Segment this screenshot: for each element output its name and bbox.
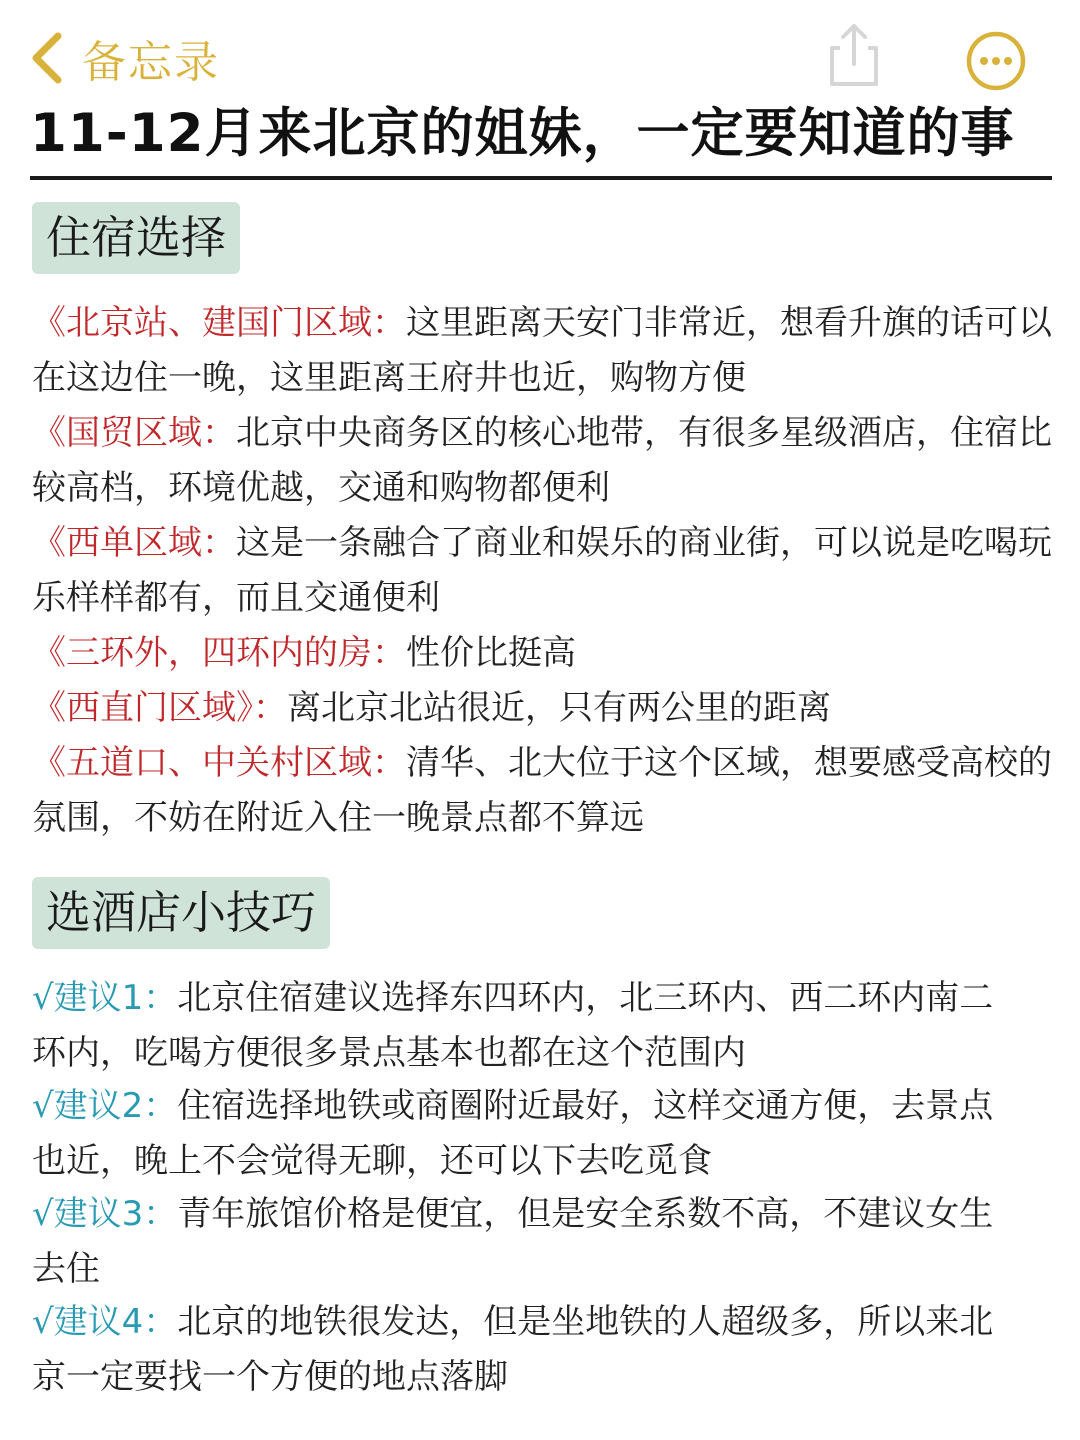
item-text: 性价比挺高 (406, 633, 576, 673)
chevron-left-icon (30, 32, 64, 84)
navigation-bar (0, 0, 1080, 110)
back-label: 备忘录 (82, 37, 220, 88)
item-text: 这是一条融合了商业和娱乐的商业街，可以说是吃喝玩乐样样都有，而且交通便利 (32, 523, 1052, 618)
item-text: 北京住宿建议选择东四环内，北三环内、西二环内南二环内，吃喝方便很多景点基本也都在这个范围内 (32, 978, 994, 1073)
item-label: 《西单区域： (32, 523, 236, 563)
list-item (32, 1187, 997, 1297)
more-button[interactable] (965, 30, 1027, 92)
share-button[interactable] (826, 22, 882, 88)
title-divider (30, 176, 1052, 180)
item-text: 青年旅馆价格是便宜，但是安全系数不高，不建议女生去住 (32, 1194, 994, 1289)
more-icon (965, 30, 1027, 92)
list-item (32, 681, 1062, 736)
list-item (32, 736, 1062, 846)
list-item (32, 516, 1062, 626)
item-text: 这里距离天安门非常近，想看升旗的话可以在这边住一晚，这里距离王府井也近，购物方便 (32, 303, 1052, 398)
note-title: 11-12月来北京的姐妹，一定要知道的事 (30, 103, 1015, 164)
item-label: 《三环外，四环内的房： (32, 633, 406, 673)
list-item (32, 626, 1062, 681)
item-text: 离北京北站很近，只有两公里的距离 (287, 688, 831, 728)
share-icon (826, 22, 882, 88)
item-label: 《西直门区域》： (32, 688, 287, 728)
item-text: 住宿选择地铁或商圈附近最好，这样交通方便，去景点也近，晚上不会觉得无聊，还可以下去吃觅食 (32, 1086, 994, 1181)
item-label: √建议3： (32, 1194, 178, 1234)
list-item (32, 971, 997, 1081)
item-label: √建议4： (32, 1302, 178, 1342)
list-item (32, 406, 1062, 516)
item-label: 《国贸区域： (32, 413, 236, 453)
item-label: √建议2： (32, 1086, 178, 1126)
back-button[interactable] (30, 28, 220, 88)
list-item (32, 1079, 997, 1189)
item-text: 清华、北大位于这个区域，想要感受高校的氛围，不妨在附近入住一晚景点都不算远 (32, 743, 1052, 838)
list-item (32, 296, 1062, 406)
item-text: 北京的地铁很发达，但是坐地铁的人超级多，所以来北京一定要找一个方便的地点落脚 (32, 1302, 994, 1397)
section-heading-hotel-tips: 选酒店小技巧 (32, 877, 330, 949)
item-text: 北京中央商务区的核心地带，有很多星级酒店，住宿比较高档，环境优越，交通和购物都便利 (32, 413, 1052, 508)
section-heading-accommodation: 住宿选择 (32, 202, 240, 274)
item-label: 《五道口、中关村区域： (32, 743, 406, 783)
item-label: 《北京站、建国门区域： (32, 303, 406, 343)
item-label: √建议1： (32, 978, 178, 1018)
list-item (32, 1295, 997, 1405)
